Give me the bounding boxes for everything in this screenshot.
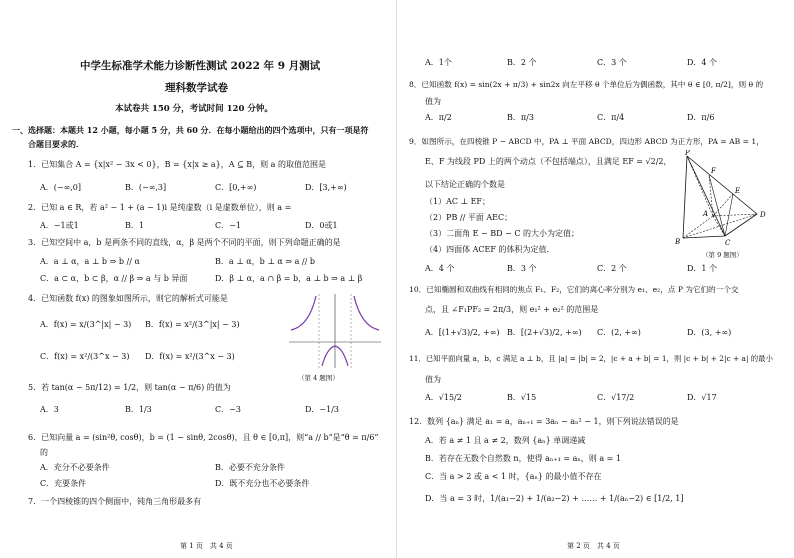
q9-statement-3: （3）二面角 E − BD − C 的大小为定值；: [425, 229, 580, 238]
q9-pyramid-figure: [669, 150, 779, 250]
edge-BC: [683, 236, 725, 238]
question-3: 3．已知空间中 a，b 是两条不同的直线，α，β 是两个不同的平面，则下列命题正确的是: [28, 238, 341, 247]
q7-option-d: D．4 个: [687, 58, 718, 67]
q8-option-a: A．π/2: [425, 113, 452, 122]
q11-option-c: C．√17/2: [597, 393, 635, 402]
question-9-cont: E、F 为线段 PD 上的两个动点（不包括端点），且满足 EF = √2/2，: [425, 157, 672, 166]
q2-option-c: C．−1: [215, 221, 241, 230]
question-10: 10．已知椭圆和双曲线有相同的焦点 F₁、F₂，它们的离心率分别为 e₁、e₂，点 P 为它们的一个交: [409, 285, 739, 294]
vertex-label-D: D: [760, 211, 766, 219]
q9-option-d: D．1 个: [687, 264, 718, 273]
question-5: 5．若 tan(α − 5π/12) = 1/2，则 tan(α − π/6) 的值为: [28, 383, 231, 392]
q10-option-d: D．(3, +∞): [687, 328, 732, 337]
q9-statement-1: （1）AC ⊥ EF；: [425, 197, 490, 206]
section1-heading-cont: 合题目要求的．: [28, 139, 84, 149]
q10-option-b: B．[(2+√3)/2, +∞): [507, 328, 582, 337]
q4-option-c: C．f(x) = x²/(3^x − 3): [40, 352, 130, 361]
q4-figure-caption: （第 4 题图）: [298, 374, 339, 382]
q1-option-d: D．[3,+∞): [305, 183, 347, 192]
q4-option-d: D．f(x) = x²/(3^x − 3): [145, 352, 235, 361]
edge-AB: [683, 216, 713, 238]
q10-option-a: A．[(1+√3)/2, +∞): [425, 328, 500, 337]
q4-option-a: A．f(x) = x/(3^|x| − 3): [40, 320, 132, 329]
curve-left-branch: [291, 296, 316, 330]
question-12: 12．数列 {aₙ} 满足 a₁ = a，aₙ₊₁ = 3aₙ − aₙ² − 1，则下列说法错误的是: [409, 417, 679, 426]
question-8: 8．已知函数 f(x) = sin(2x + π/3) + sin2x 向左平移 θ 个单位后为偶函数，其中 θ ∈ [0, π/2]，则 θ 的: [409, 80, 764, 89]
q4-function-graph: [285, 290, 385, 372]
q1-option-a: A．(−∞,0]: [40, 183, 82, 192]
q2-option-d: D．0或1: [305, 221, 338, 230]
q1-option-c: C．[0,+∞): [215, 183, 257, 192]
edge-PD: [687, 156, 757, 214]
page-2: [397, 0, 794, 558]
q2-option-a: A．−1或1: [40, 221, 79, 230]
q4-option-b: B．f(x) = x²/(3^|x| − 3): [145, 320, 240, 329]
question-11-cont: 值为: [425, 375, 441, 384]
question-6-cont: 的: [40, 448, 48, 457]
exam-info: 本试卷共 150 分，考试时间 120 分钟。: [115, 104, 273, 114]
question-6: 6．已知向量 a = (sin²θ, cosθ)，b = (1 − sinθ, 2cosθ)，且 θ ∈ [0,π]，则“a // b”是“θ = π/6”: [28, 433, 379, 442]
question-2: 2．已知 a ∈ R，若 a² − 1 + (a − 1)i 是纯虚数（i 是虚数单位），则 a =: [28, 203, 292, 212]
q8-option-d: D．π/6: [687, 113, 715, 122]
q11-option-d: D．√17: [687, 393, 717, 402]
segment-AE: [713, 194, 733, 216]
vertex-label-P: P: [685, 150, 690, 157]
q6-option-a: A．充分不必要条件: [40, 463, 110, 472]
edge-CD: [725, 214, 757, 236]
question-4: 4．已知函数 f(x) 的图象如图所示，则它的解析式可能是: [28, 294, 228, 303]
question-9-prompt: 以下结论正确的个数是: [425, 180, 505, 189]
q9-option-c: C．2 个: [597, 264, 627, 273]
q12-option-c: C．当 a > 2 或 a < 1 时，{aₙ} 的最小值不存在: [425, 472, 602, 481]
q9-option-b: B．3 个: [507, 264, 537, 273]
q9-statement-2: （2）PB // 平面 AEC；: [425, 213, 513, 222]
q2-option-b: B．1: [125, 221, 144, 230]
q3-option-a: A．a ⊥ α，a ⊥ b ⇒ b // α: [40, 257, 140, 266]
q5-option-d: D．−1/3: [305, 405, 339, 414]
question-7: 7．一个四棱锥的四个侧面中，钝角三角形最多有: [28, 497, 202, 506]
page-1-footer: 第 1 页 共 4 页: [180, 541, 233, 550]
q9-statement-4: （4）四面体 ACEF 的体积为定值．: [425, 245, 555, 254]
edge-PB: [683, 156, 687, 238]
edge-PC: [687, 156, 725, 236]
q7-option-b: B．2 个: [507, 58, 537, 67]
q7-option-c: C．3 个: [597, 58, 627, 67]
question-10-cont: 点，且 ∠F₁PF₂ = 2π/3，则 e₁² + e₂² 的范围是: [425, 305, 599, 314]
q8-option-b: B．π/3: [507, 113, 534, 122]
exam-subtitle: 理科数学试卷: [165, 82, 228, 94]
q3-option-c: C．a ⊂ α，b ⊂ β，α // β ⇒ a 与 b 异面: [40, 274, 188, 283]
q3-option-b: B．a ⊥ α，b ⊥ α ⇒ a // b: [215, 257, 315, 266]
q8-option-c: C．π/4: [597, 113, 625, 122]
vertex-label-B: B: [675, 238, 681, 246]
q11-option-b: B．√15: [507, 393, 537, 402]
curve-right-branch: [354, 296, 379, 330]
q12-option-a: A．若 a ≠ 1 且 a ≠ 2，数列 {aₙ} 单调递减: [425, 436, 586, 445]
section1-heading: 一、选择题：本题共 12 小题，每小题 5 分，共 60 分．在每小题给出的四个选项中，只有一项是符: [12, 125, 369, 135]
q6-option-d: D．既不充分也不必要条件: [215, 479, 310, 488]
q6-option-b: B．必要不充分条件: [215, 463, 285, 472]
question-9: 9．如图所示，在四棱锥 P − ABCD 中，PA ⊥ 平面 ABCD，四边形 ABCD 为正方形，PA = AB = 1，: [409, 137, 764, 146]
q7-option-a: A．1个: [425, 58, 452, 67]
point-label-E: E: [735, 187, 741, 195]
q5-option-a: A．3: [40, 405, 59, 414]
q10-option-c: C．(2, +∞): [597, 328, 641, 337]
question-1: 1．已知集合 A = {x|x² − 3x < 0}，B = {x|x ≥ a}，A ⊆ B，则 a 的取值范围是: [28, 160, 326, 169]
question-11: 11．已知平面向量 a，b，c 满足 a ⊥ b，且 |a| = |b| = 2，|c + a + b| = 1，则 |c + b| + 2|c + a| 的最小: [409, 354, 773, 363]
page-2-footer: 第 2 页 共 4 页: [567, 541, 620, 550]
q9-option-a: A．4 个: [425, 264, 455, 273]
q3-option-d: D．β ⊥ α，a ∩ β = b，a ⊥ b ⇒ a ⊥ β: [215, 274, 363, 283]
q6-option-c: C．充要条件: [40, 479, 87, 488]
q12-option-d: D．当 a = 3 时，1/(a₁−2) + 1/(a₂−2) + …… + 1/(aₙ−2) ∈ [1/2, 1]: [425, 494, 684, 503]
exam-title: 中学生标准学术能力诊断性测试 2022 年 9 月测试: [80, 60, 321, 72]
vertex-label-A: A: [703, 210, 709, 218]
point-label-F: F: [711, 167, 716, 175]
q5-option-c: C．−3: [215, 405, 241, 414]
question-8-cont: 值为: [425, 97, 441, 106]
q12-option-b: B．若存在无数个自然数 n，使得 aₙ₊₁ = aₙ，则 a = 1: [425, 454, 621, 463]
q11-option-a: A．√15/2: [425, 393, 462, 402]
q5-option-b: B．1/3: [125, 405, 152, 414]
q9-figure-caption: （第 9 题图）: [702, 251, 743, 259]
vertex-label-C: C: [725, 239, 731, 247]
q1-option-b: B．(−∞,3]: [125, 183, 167, 192]
